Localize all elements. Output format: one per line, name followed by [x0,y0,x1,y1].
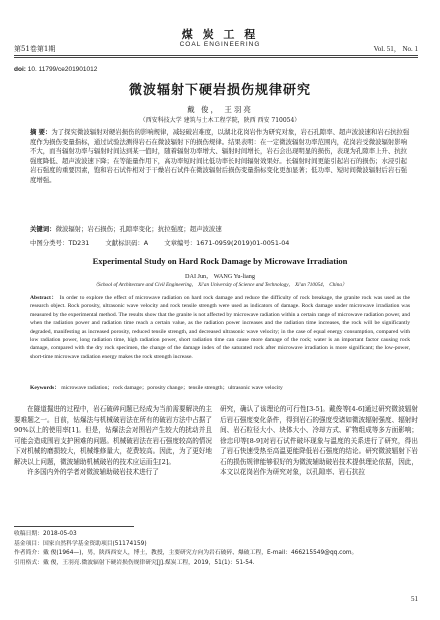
abstract-en [30,294,410,361]
page-number: 51 [411,595,418,603]
body-paragraph: 研究，确认了该理论的可行性[3-5]。戴俊等[4-6]通过研究微波辐射后岩石强度变化条件，得到岩石的强度受诸如微波辐射强度、辐射时间、岩石粒径大小、块体大小、冷却方式、矿物组成等多方面影响；徐忠印等[8-9]对岩石试件破坏现象与温度的关系进行了研究，得出了岩石快速受热至高温更能降低岩石强度的结论。研究微波辐射下岩石的损伤规律能够很好的为微波辅助破岩技术提供理论依据，因此，本文以花岗岩作为研究对象，以孔隙率、岩石抗拉 [220,405,418,476]
keywords-cn-text: 微波辐射；岩石损伤；孔隙率变化；抗拉强度；超声波波速 [55,225,222,233]
keywords-en [30,384,410,392]
keywords-en-label: Keywords： [30,385,60,391]
classification-row [30,238,410,247]
body-paragraph: 在隧道掘进的过程中，岩石破碎问题已经成为当前需要解决的主要难题之一。目前，钻爆法与机械破岩法在所有的破岩方法中占据了90%以上的使用率[1]。但是，钻爆法会对围岩产生较大的扰动并且可能会造成围岩支护困难的问题。机械破岩法在岩石强度较高的情况下对机械的磨损较大，机械维修量大，花费较高。因此，为了更好地解决以上问题，微波辅助机械破岩的技术应运而生[2]。 [14,405,212,466]
paper-title-cn: 微波辐射下硬岩损伤规律研究 [128,83,311,98]
issue-en: Vol. 51， No. 1 [373,45,418,53]
received-date: 收稿日期：2018-05-03 [14,531,77,537]
footnotes [14,530,418,568]
clc-number: 中图分类号：TD231 [30,239,90,247]
header-rule-thin [14,57,418,58]
funding: 基金项目：国家自然科学基金资助项目(51174159) [14,540,147,547]
body-column-right [220,404,418,478]
header-rule [14,55,418,56]
affiliation-cn: （西安科技大学 建筑与土木工程学院，陕西 西安 710054） [139,117,301,124]
abstract-cn-text: 为了探究微波辐射对硬岩损伤的影响规律，减轻破岩难度，以湖北花岗岩作为研究对象，岩石孔隙率、超声波波速和岩石抗拉强度作为损伤变量指标，通过试验法测得岩石在微波辐射下的损伤规律。结果表明：在一定微波辐射功率范围内，花岗岩受微波辐射影响不大，而当辐射功率与辐射时间达到某一值时，随着辐射功率增大、辐射时间增长，岩石会出现明显的损伤，表现为孔隙率上升、抗拉强度降低、超声波波速下降；在等能量作用下，高功率短时间比低功率长时间辐射效果好。长辐射时间更能引起岩石的损伤；水浸引起岩石强度的重要因素，饱和岩石试件相对于干燥岩石试件在微波辐射后损伤变量指标变化更加显著；低功率、短时间微波辐射后岩石强度增强。 [30,128,410,184]
journal-title-cn: 煤 炭 工 程 [181,28,259,41]
citation-format: 引用格式：戴 俊，王羽亮.微波辐射下硬岩损伤规律研究[J].煤炭工程，2019，51(1)：51-54. [14,559,255,566]
authors-cn: 戴 俊， 王羽亮 [187,105,253,114]
document-code: 文献标识码：A [105,239,149,247]
doi-line [14,66,97,73]
body-paragraph: 许多国内外的学者对微波辅助破岩技术进行了 [27,468,159,476]
issue-cn: 第51卷第1期 [14,45,56,53]
body-column-left [14,404,212,478]
footnote-rule [14,526,134,527]
author-bio: 作者简介：戴 俊(1964—)，男，陕西西安人，博士，教授，主要研究方向为岩石破碎、爆破工程，E-mail：466215549@qq.com。 [14,550,358,556]
abstract-en-label: Abstract： [30,295,58,301]
abstract-cn-label: 摘 要： [30,128,52,136]
journal-title-en: COAL ENGINEERING [179,41,261,48]
keywords-cn-label: 关键词： [30,225,56,233]
abstract-en-text: In order to explore the effect of microwave radiation on hard rock damage and reduce the difficulty of rock breakage, the granite rock was used as the research object. Rock porosity, ultrasonic wave velocity and rock tensile strength were used as indicators of damage. Rock damage under microwave irradiation was measured by the experimental method. The results show that the granite is not affected by microwave radiation within a certain range of microwave radiation power, and when the radiation power and radiation time reach a certain value, as the radiation power increases and the radiation time increases, the rock will be significantly degraded, manifesting as increased porosity, reduced tensile strength, and decreased ultrasonic wave velocity; in the case of equal energy consumption, compared with low radiation power, long radiation time, high radiation power, short radiation time can cause more damage of the rock; water is an important factor causing rock damage, compared with the dry rock specimen, the change of the damage index of the saturated rock after microwave irradiation is more significant; the low-power, short-time microwave radiation energy makes the rock strength increase. [30,295,410,360]
authors-en: DAI Jun， WANG Yu-liang [185,273,255,280]
doi-value[interactable]: 10. 11799/ce201901012 [27,66,98,73]
doi-label: doi: [14,66,26,73]
article-number: 文章编号：1671-0959(2019)01-0051-04 [164,239,290,247]
affiliation-en: （School of Architecture and Civil Engineering， Xi'an University of Science and Technology， Xi'an 710054， China） [92,282,348,288]
abstract-cn [30,128,410,186]
paper-title-en: Experimental Study on Hard Rock Damage by Microwave Irradiation [92,256,348,266]
keywords-en-text: microwave radiation；rock damage；porosity change；tensile strength；ultrasonic wave velocity [61,385,283,391]
keywords-cn [30,225,410,235]
